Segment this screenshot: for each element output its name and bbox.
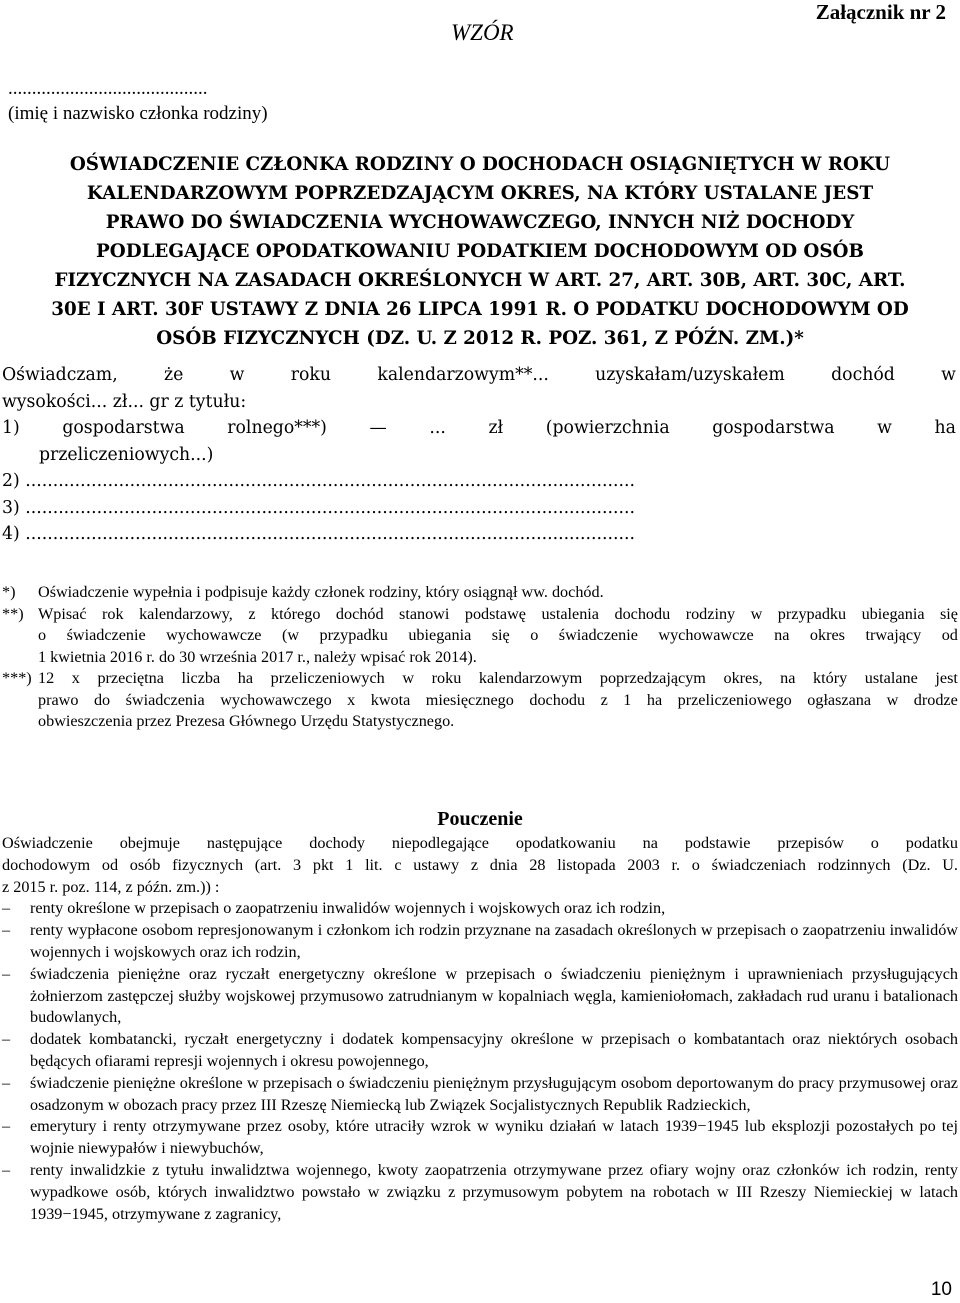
pouczenie-item-text: renty inwalidzkie z tytułu inwalidztwa wojennego, kwoty zaopatrzenia otrzymywane przez ofiary wojny oraz członków ich rodzin, renty wypadkowe osób, których inwalidztwo powstało w związku z przymusowym pobytem na robotach w III Rzeszy Niemieckiej w latach 1939−1945, otrzymywane z zagranicy, — [30, 1160, 958, 1223]
word: wychowawczego — [220, 690, 332, 709]
word: liczba — [181, 669, 221, 687]
word: gospodarstwa — [62, 418, 185, 438]
word: o — [38, 626, 47, 644]
word: prawo — [38, 690, 79, 709]
word: przeliczeniowego — [677, 690, 792, 709]
word: ha — [646, 690, 663, 709]
word: świadczeniach — [711, 855, 806, 874]
word: gospodarstwa — [712, 418, 835, 438]
word: ustawy — [413, 855, 460, 874]
dash-bullet: – — [2, 964, 11, 983]
word: roku — [290, 365, 332, 385]
fn-line — [38, 690, 958, 712]
dash-bullet: – — [2, 1030, 11, 1049]
word: z — [470, 855, 478, 874]
income-statement — [2, 362, 956, 548]
footnote-text — [38, 668, 958, 733]
word: c — [394, 855, 402, 874]
word: ha — [237, 669, 254, 687]
word: dochód — [335, 604, 384, 623]
word: x — [347, 690, 356, 709]
word: na — [780, 669, 796, 687]
word: przeciętna — [97, 669, 164, 687]
footnote-mark: *) — [2, 583, 16, 601]
word: okres, — [723, 669, 763, 687]
word: ubiegania — [861, 604, 925, 623]
word: o — [691, 855, 700, 874]
word: rodzinnych — [817, 855, 891, 874]
word: dochody — [309, 834, 366, 852]
word: którego — [270, 604, 321, 623]
word: z — [600, 690, 608, 709]
dash-bullet: – — [2, 899, 11, 918]
word: ogłaszana — [807, 690, 872, 709]
name-label: (imię i nazwisko członka rodziny) — [8, 103, 268, 124]
word: o — [530, 626, 539, 644]
word: w — [877, 418, 892, 438]
word: Oświadczenie — [2, 834, 93, 852]
title-line: 30E I ART. 30F USTAWY Z DNIA 26 LIPCA 1991 R. O PODATKU DOCHODOWYM OD — [51, 299, 909, 320]
word: od — [101, 855, 119, 874]
word: ha — [934, 418, 956, 438]
wzor-label: WZÓR — [451, 20, 514, 45]
intro-line — [2, 833, 958, 855]
word: 3 — [293, 855, 302, 874]
word: dochodowym — [2, 855, 91, 874]
intro-line: z 2015 r. poz. 114, z późn. zm.)) : — [2, 877, 220, 896]
title-line: PODLEGAJĄCE OPODATKOWANIU PODATKIEM DOCHODOWYM OD OSÓB — [96, 241, 864, 262]
word: okres — [809, 626, 845, 644]
word: przypadku — [319, 626, 388, 644]
word: w — [402, 669, 415, 687]
word: x — [71, 669, 80, 687]
word: niepodlegające — [391, 834, 489, 852]
fn-line: 1 kwietnia 2016 r. do 30 września 2017 r., należy wpisać rok 2014). — [38, 647, 477, 666]
word: w — [750, 604, 763, 623]
word: wychowawcze — [658, 626, 754, 644]
word: świadczenia — [125, 690, 205, 709]
fn-line — [38, 625, 958, 647]
footnote-2 — [2, 604, 958, 669]
word: kalendarzowy, — [139, 604, 233, 623]
word: dnia — [489, 855, 518, 874]
footnote-mark: ***) — [2, 669, 32, 687]
word: lit. — [365, 855, 383, 874]
footnote-text — [38, 604, 958, 669]
word: roku — [431, 669, 462, 687]
word: obejmuje — [119, 834, 180, 852]
pouczenie-item-text: renty wypłacone osobom represjonowanym i członkom ich rodzin przyznane na zasadach określonych w przepisach o zaopatrzeniu inwalidów wojennych i wojskowych oraz ich rodzin, — [30, 921, 958, 961]
page-number: 10 — [930, 1279, 952, 1300]
title-line: PRAWO DO ŚWIADCZENIA WYCHOWAWCZEGO, INNYCH NIŻ DOCHODY — [105, 212, 855, 233]
word: podatku — [905, 834, 958, 852]
word: na — [774, 626, 790, 644]
title-line: OSÓB FIZYCZNYCH (DZ. U. Z 2012 R. POZ. 361, Z PÓŹN. ZM.)* — [156, 328, 804, 349]
word: przypadku — [777, 604, 847, 623]
dash-bullet: – — [2, 1073, 11, 1092]
word: przeliczeniowych — [270, 669, 385, 687]
word: ... — [429, 418, 446, 438]
word: (art. — [254, 855, 282, 874]
word: (w — [281, 626, 300, 644]
word: — — [369, 418, 387, 438]
word: się — [939, 604, 958, 623]
word: drodze — [913, 690, 958, 709]
statement-item-1 — [2, 415, 956, 442]
document-title — [20, 150, 940, 353]
word: poprzedzającym — [599, 669, 706, 687]
attachment-label: Załącznik nr 2 — [815, 0, 946, 24]
footnotes — [2, 582, 958, 733]
word: w — [229, 365, 245, 385]
word: listopada — [557, 855, 616, 874]
pouczenie-item-text: świadczenia pieniężne oraz ryczałt energetyczny określone w przepisach o świadczeniu pieniężnym i uprawnieniach przysługujących żołnierzom zastępczej służby wojskowej przymusowo zatrudnianym w kopalniach węgla, kamieniołomach, zakładach rud uranu i batalionach budowlanych, — [30, 964, 958, 1027]
word: że — [164, 365, 184, 385]
pouczenie-body — [2, 833, 958, 1225]
word: Wpisać — [38, 604, 87, 623]
word: zł — [488, 418, 504, 438]
footnote-mark: **) — [2, 604, 24, 623]
pouczenie-item — [2, 898, 958, 920]
statement-line-2: wysokości... zł... gr z tytułu: — [2, 391, 247, 412]
word: Oświadczam, — [2, 365, 118, 385]
word: trwający — [865, 626, 922, 644]
word: ustalenia — [541, 604, 599, 623]
name-placeholder-dots: .......................................... — [8, 78, 208, 99]
footnote-3 — [2, 668, 958, 733]
pouczenie-item-text: świadczenie pieniężne określone w przepisach o świadczeniu pieniężnym przysługującym osobom deportowanym do pracy przymusowej oraz osadzonym w obozach pracy przez III Rzeszę Niemiecką lub Związek Socjalistycznych Republik Radzieckich, — [30, 1073, 958, 1114]
word: z — [248, 604, 256, 623]
word: ustalane — [864, 669, 918, 687]
pouczenie-item — [2, 1116, 958, 1160]
word: r. — [671, 855, 681, 874]
pouczenie-item — [2, 920, 958, 964]
word: ubiegania — [408, 626, 472, 644]
word: 1 — [345, 855, 354, 874]
word: się — [491, 626, 510, 644]
word: 1) — [2, 418, 20, 438]
fn-line — [38, 668, 958, 690]
word: świadczenie — [66, 626, 146, 644]
word: kalendarzowym — [478, 669, 583, 687]
word: od — [941, 626, 958, 644]
title-line: FIZYCZNYCH NA ZASADACH OKREŚLONYCH W ART. 27, ART. 30B, ART. 30C, ART. — [54, 270, 906, 291]
title-line: OŚWIADCZENIE CZŁONKA RODZINY O DOCHODACH OSIĄGNIĘTYCH W ROKU — [69, 154, 891, 175]
word: dochodu — [529, 690, 586, 709]
word: kalendarzowym**... — [377, 365, 549, 385]
statement-item-3: 3) ............................................................................................................... — [2, 497, 635, 518]
footnote-text: Oświadczenie wypełnia i podpisuje każdy członek rodziny, który osiągnął ww. dochód. — [38, 583, 604, 601]
word: na — [642, 834, 658, 852]
statement-item-1-cont: przeliczeniowych...) — [39, 444, 214, 465]
word: o — [870, 834, 879, 852]
word: miesięcznego — [425, 690, 514, 709]
statement-item-2: 2) ............................................................................................................... — [2, 471, 635, 491]
pouczenie-item — [2, 964, 958, 1029]
word: fizycznych — [172, 855, 244, 874]
dash-bullet: – — [2, 1160, 11, 1179]
title-line: KALENDARZOWYM POPRZEDZAJĄCYM OKRES, NA KTÓRY USTALANE JEST — [86, 183, 874, 204]
word: rolnego***) — [227, 418, 327, 438]
intro-line — [2, 855, 958, 877]
word: świadczenie — [558, 626, 638, 644]
word: dochód — [831, 365, 895, 385]
word: który — [813, 669, 848, 687]
word: 28 — [529, 855, 546, 874]
word: wychowawcze — [166, 626, 262, 644]
pouczenie-item-text: renty określone w przepisach o zaopatrzeniu inwalidów wojennych i wojskowych oraz ich rodzin, — [30, 899, 666, 918]
word: do — [93, 690, 111, 709]
word: opodatkowaniu — [515, 834, 616, 852]
word: (Dz. — [902, 855, 931, 874]
word: (powierzchnia — [545, 418, 670, 438]
pouczenie-item — [2, 1029, 958, 1073]
pouczenie-item — [2, 1160, 958, 1225]
word: stanowi — [399, 604, 450, 623]
word: podstawę — [464, 604, 526, 623]
footnote-1 — [2, 582, 958, 604]
pouczenie-list — [2, 898, 958, 1225]
fn-line — [38, 604, 958, 626]
word: przepisów — [777, 834, 844, 852]
word: osób — [129, 855, 161, 874]
fn-line: obwieszczenia przez Prezesa Głównego Urzędu Statystycznego. — [38, 712, 455, 730]
dash-bullet: – — [2, 1117, 11, 1136]
word: w — [941, 365, 956, 385]
word: kwota — [370, 690, 411, 709]
pouczenie-item-text: emerytury i renty otrzymywane przez osoby, które utraciły wzrok w wyniku działań w latach 1939−1945 lub eksplozji pozostałych po tej wojnie niewypałów i niewybuchów, — [30, 1117, 958, 1158]
statement-item-4: 4) ............................................................................................................... — [2, 524, 635, 544]
statement-line-1 — [2, 362, 956, 389]
word: podstawie — [684, 834, 751, 852]
word: dochodu — [614, 604, 671, 623]
word: następujące — [206, 834, 283, 852]
word: 12 — [38, 669, 55, 687]
word: 2003 — [627, 855, 660, 874]
word: rok — [102, 604, 124, 623]
dash-bullet: – — [2, 921, 11, 940]
word: 1 — [623, 690, 632, 709]
word: U. — [942, 855, 958, 874]
pouczenie-item-text: dodatek kombatancki, ryczałt energetyczny i dodatek kompensacyjny określone w przepisach o kombatantach oraz niektórych osobach będących ofiarami represji wojennych i okresu powojennego, — [30, 1030, 958, 1070]
word: w — [886, 690, 899, 709]
word: pkt — [312, 855, 334, 874]
word: uzyskałam/uzyskałem — [595, 365, 785, 385]
word: rodziny — [685, 604, 736, 623]
pouczenie-heading: Pouczenie — [437, 808, 523, 830]
pouczenie-item — [2, 1073, 958, 1117]
word: jest — [935, 669, 958, 687]
